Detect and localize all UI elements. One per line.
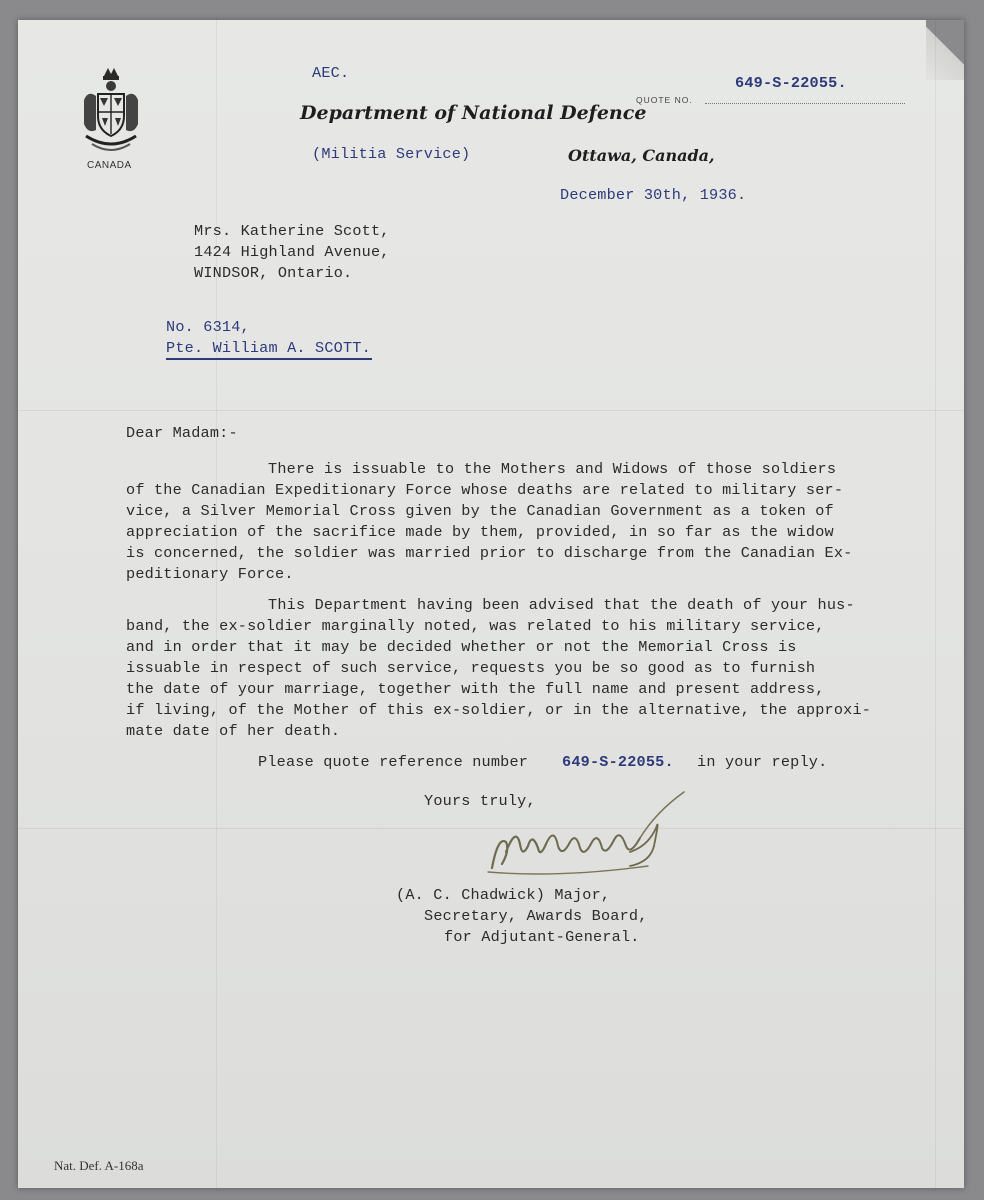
paragraph-line: band, the ex-soldier marginally noted, was related to his military service, xyxy=(126,617,825,635)
salutation: Dear Madam:- xyxy=(126,424,238,442)
coat-of-arms-icon xyxy=(78,66,144,162)
paragraph-line: the date of your marriage, together with the full name and present address, xyxy=(126,680,825,698)
quote-line-before: Please quote reference number xyxy=(258,753,529,771)
fold-crease xyxy=(216,20,217,1188)
recipient-street: 1424 Highland Avenue, xyxy=(194,243,390,261)
militia-service: (Militia Service) xyxy=(312,145,471,163)
paragraph-line: of the Canadian Expeditionary Force whose deaths are related to military ser- xyxy=(126,481,844,499)
quote-line-number: 649-S-22055. xyxy=(562,753,674,771)
place-ottawa: Ottawa, Canada, xyxy=(568,146,715,165)
form-number: Nat. Def. A-168a xyxy=(54,1158,144,1173)
recipient-name: Mrs. Katherine Scott, xyxy=(194,222,390,240)
department-title: Department of National Defence xyxy=(300,102,647,124)
quote-no-rule xyxy=(705,103,905,104)
fold-crease xyxy=(18,410,964,411)
quote-line-after: in your reply. xyxy=(697,753,828,771)
paragraph-line: issuable in respect of such service, requests you be so good as to furnish xyxy=(126,659,816,677)
soldier-name: Pte. William A. SCOTT. xyxy=(166,339,371,357)
soldier-underline xyxy=(166,358,372,360)
paragraph-line: if living, of the Mother of this ex-soldier, or in the alternative, the approxi- xyxy=(126,701,872,719)
canada-crest xyxy=(78,66,144,162)
quote-number: 649-S-22055. xyxy=(735,74,847,92)
paragraph-line: vice, a Silver Memorial Cross given by the Canadian Government as a token of xyxy=(126,502,834,520)
signatory-title: Secretary, Awards Board, xyxy=(424,907,648,925)
letter-date: December 30th, 1936. xyxy=(560,186,747,204)
paragraph-line: mate date of her death. xyxy=(126,722,341,740)
paragraph-line: is concerned, the soldier was married prior to discharge from the Canadian Ex- xyxy=(126,544,853,562)
recipient-city: WINDSOR, Ontario. xyxy=(194,264,353,282)
crest-label: CANADA xyxy=(87,160,132,171)
handwritten-signature xyxy=(480,786,690,886)
regimental-number: No. 6314, xyxy=(166,318,250,336)
paragraph-line: appreciation of the sacrifice made by them, provided, in so far as the widow xyxy=(126,523,834,541)
signatory-name: (A. C. Chadwick) Major, xyxy=(396,886,611,904)
paragraph-line: peditionary Force. xyxy=(126,565,294,583)
office-code: AEC. xyxy=(312,64,350,82)
paragraph-line: There is issuable to the Mothers and Widows of those soldiers xyxy=(268,460,837,478)
signatory-authority: for Adjutant-General. xyxy=(444,928,640,946)
paragraph-line: This Department having been advised that the death of your hus- xyxy=(268,596,855,614)
quote-no-label: QUOTE NO. xyxy=(636,95,693,105)
fold-crease xyxy=(935,20,936,1188)
closing: Yours truly, xyxy=(424,792,536,810)
paragraph-line: and in order that it may be decided whether or not the Memorial Cross is xyxy=(126,638,797,656)
folded-corner xyxy=(926,20,964,80)
